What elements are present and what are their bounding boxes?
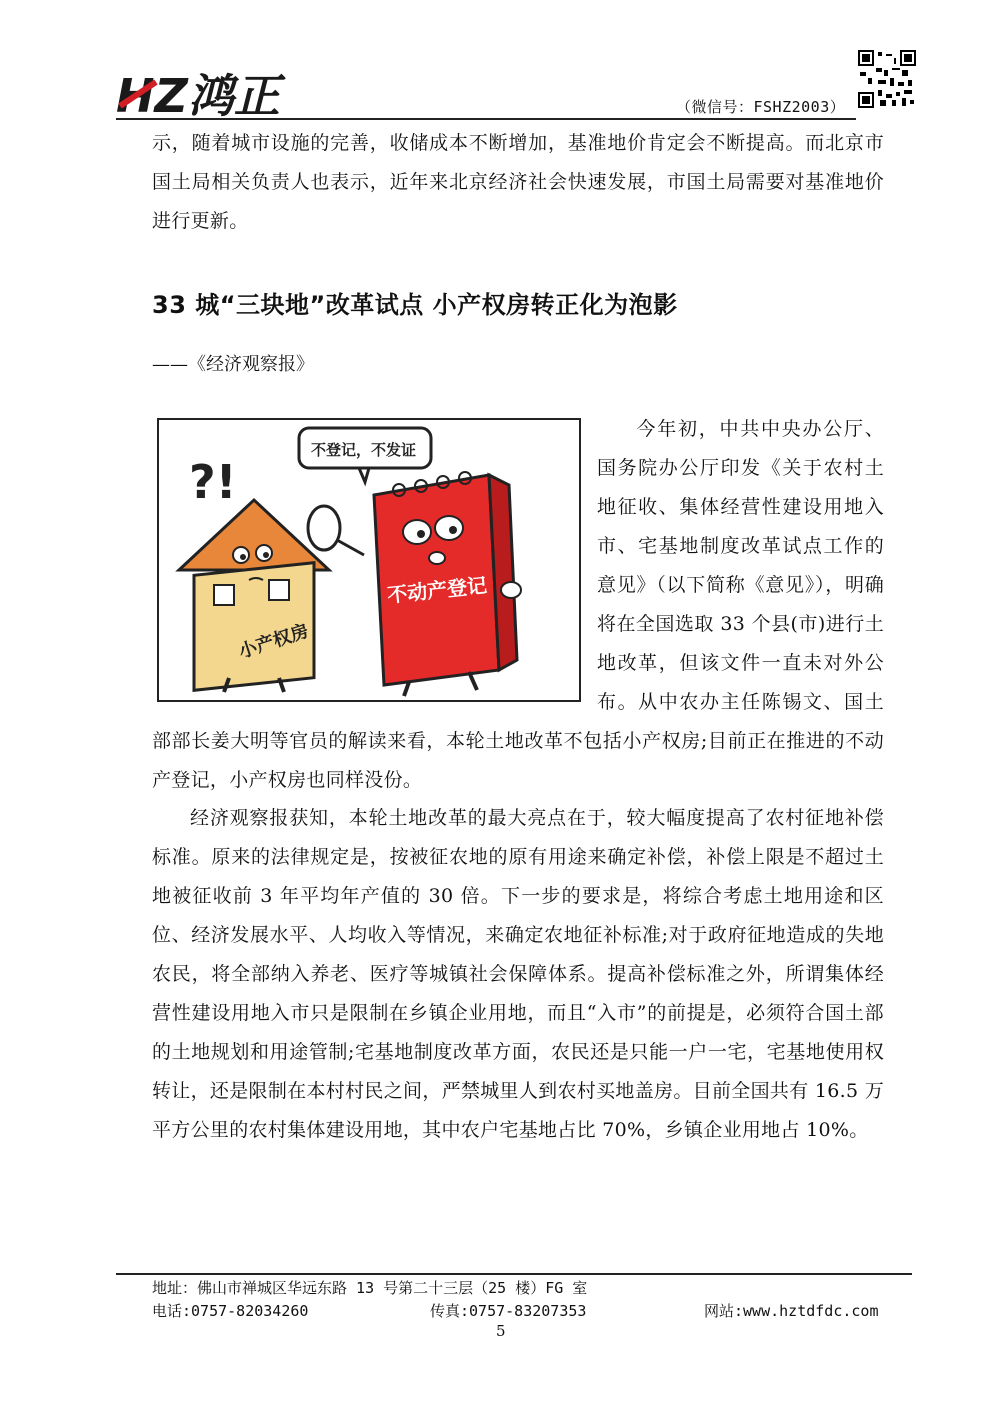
stop-hand-icon bbox=[308, 506, 364, 555]
footer-website: 网站:www.hztdfdc.com bbox=[704, 1302, 879, 1320]
paragraph-1: 今年初，中共中央办公厅、国务院办公厅印发《关于农村土地征收、集体经营性建设用地入市、宅基地制度改革试点工作的意见》（以下简称《意见》），明确将在全国选取 33 个县(市)进行土地改革，但该文件一直未对外公布。从中农办主任陈锡文、国土部部长姜大明等官员的解读来看，本轮土地改革不包括小产权房;目前正在推进的不动产登记，小产权房也同样没份。 bbox=[152, 418, 884, 791]
hz-logo bbox=[116, 68, 306, 120]
article-source: ——《经济观察报》 bbox=[152, 354, 314, 375]
book-label: 不动产登记 bbox=[386, 572, 489, 608]
article-title: 33 城“三块地”改革试点 小产权房转正化为泡影 bbox=[152, 291, 678, 319]
house-label: 小产权房 bbox=[236, 620, 312, 663]
bubble-text: 不登记，不发证 bbox=[311, 441, 417, 459]
red-book-icon bbox=[374, 472, 521, 696]
header-divider bbox=[116, 118, 856, 120]
logo-text: HZ鸿正 bbox=[116, 69, 280, 120]
cartoon-illustration bbox=[157, 418, 581, 702]
qr-code-icon bbox=[858, 50, 916, 108]
paragraph-continued: 示，随着城市设施的完善，收储成本不断增加，基准地价肯定会不断提高。而北京市国土局相关负责人也表示，近年来北京经济社会快速发展，市国土局需要对基准地价进行更新。 bbox=[152, 132, 884, 232]
paragraph-2: 经济观察报获知，本轮土地改革的最大亮点在于，较大幅度提高了农村征地补偿标准。原来的法律规定是，按被征农地的原有用途来确定补偿，补偿上限是不超过土地被征收前 3 年平均年产值的 30 倍。下一步的要求是，将综合考虑土地用途和区位、经济发展水平、人均收入等情况，来确定农地征补标准;对于政府征地造成的失地农民，将全部纳入养老、医疗等城镇社会保障体系。提高补偿标准之外，所谓集体经营性建设用地入市只是限制在乡镇企业用地，而且“入市”的前提是，必须符合国土部的土地规划和用途管制;宅基地制度改革方面，农民还是只能一户一宅，宅基地使用权转让，还是限制在本村村民之间，严禁城里人到农村买地盖房。目前全国共有 16.5 万平方公里的农村集体建设用地，其中农户宅基地占比 70%，乡镇企业用地占 10%。 bbox=[152, 807, 884, 1141]
footer-divider bbox=[116, 1273, 912, 1275]
wechat-id: （微信号：FSHZ2003） bbox=[676, 98, 846, 116]
exclaim-mark: ?! bbox=[189, 455, 237, 509]
speech-bubble bbox=[299, 428, 431, 482]
footer-tel: 电话:0757-82034260 bbox=[152, 1302, 309, 1320]
footer-fax: 传真:0757-83207353 bbox=[430, 1302, 587, 1320]
house-icon bbox=[179, 500, 329, 692]
footer-address: 地址：佛山市禅城区华远东路 13 号第二十三层（25 楼）FG 室 bbox=[152, 1279, 588, 1297]
page-number: 5 bbox=[496, 1322, 506, 1340]
